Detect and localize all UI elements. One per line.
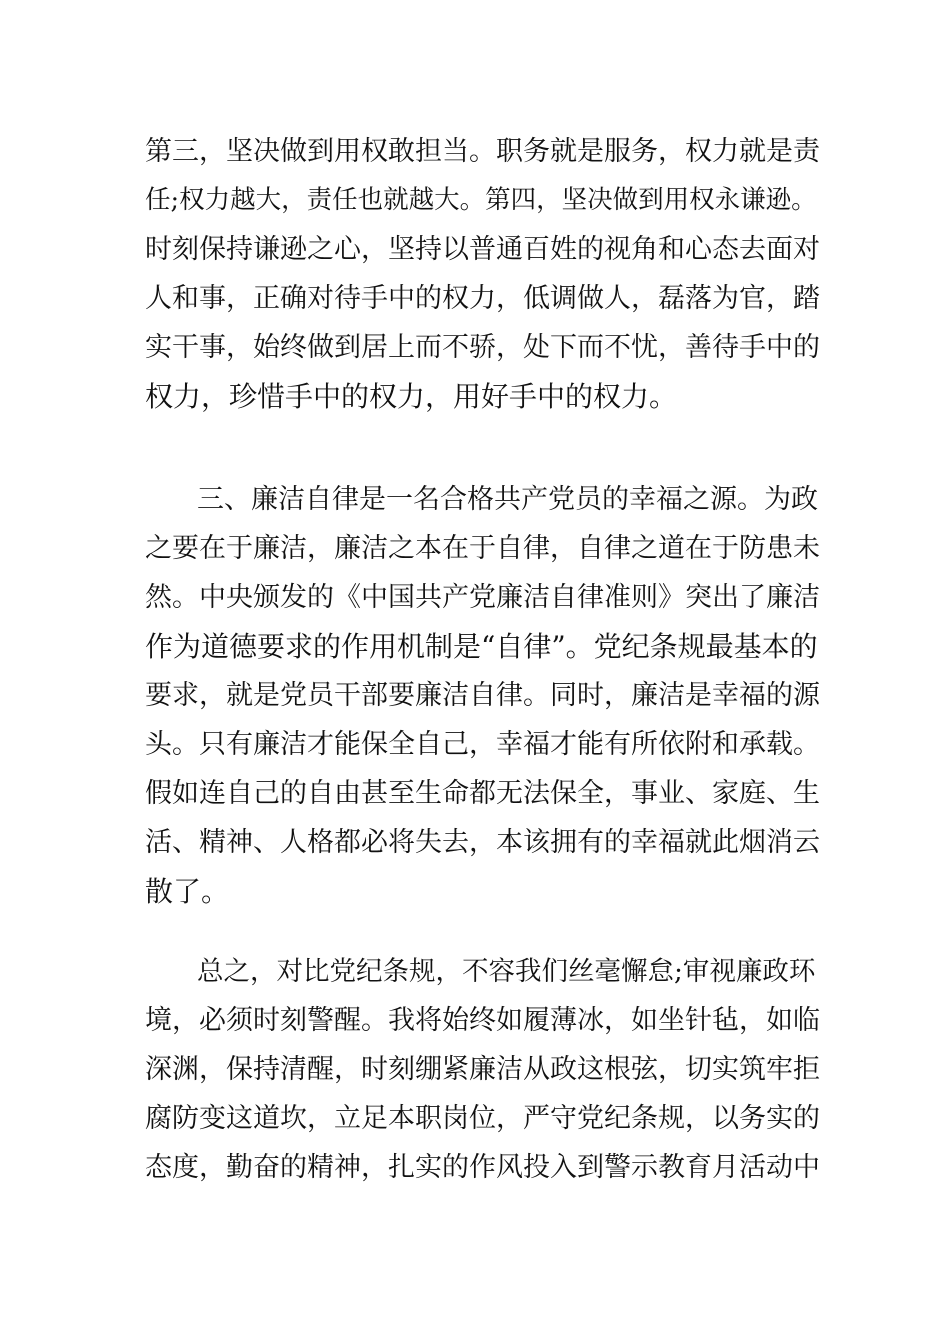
text-line: 作为道德要求的作用机制是“自律”。党纪条规最基本的	[145, 630, 818, 663]
text-line: 深渊，保持清醒，时刻绷紧廉洁从政这根弦，切实筑牢拒	[145, 1054, 820, 1085]
paragraph-2	[145, 475, 825, 916]
text-line: 态度，勤奋的精神，扎实的作风投入到警示教育月活动中	[145, 1152, 820, 1183]
paragraph-3	[145, 947, 825, 1192]
paragraph-1	[145, 127, 825, 421]
text-line: 总之，对比党纪条规，不容我们丝毫懈怠;审视廉政环	[197, 956, 816, 987]
text-line: 实干事，始终做到居上而不骄，处下而不忧，善待手中的	[145, 332, 820, 363]
text-line: 然。中央颁发的《中国共产党廉洁自律准则》突出了廉洁	[145, 582, 820, 613]
text-line: 时刻保持谦逊之心，坚持以普通百姓的视角和心态去面对	[145, 234, 820, 265]
text-line: 之要在于廉洁，廉洁之本在于自律，自律之道在于防患未	[145, 533, 820, 564]
text-line: 假如连自己的自由甚至生命都无法保全，事业、家庭、生	[145, 778, 820, 809]
text-line: 散了。	[145, 875, 230, 908]
text-line: 三、廉洁自律是一名合格共产党员的幸福之源。为政	[197, 484, 818, 515]
text-line: 权力，珍惜手中的权力，用好手中的权力。	[145, 380, 678, 413]
text-line: 腐防变这道坎，立足本职岗位，严守党纪条规，以务实的	[145, 1103, 820, 1134]
text-line: 境，必须时刻警醒。我将始终如履薄冰，如坐针毡，如临	[145, 1005, 820, 1036]
text-line: 要求，就是党员干部要廉洁自律。同时，廉洁是幸福的源	[145, 680, 820, 711]
text-line: 活、精神、人格都必将失去，本该拥有的幸福就此烟消云	[145, 827, 820, 858]
text-line: 头。只有廉洁才能保全自己，幸福才能有所依附和承载。	[145, 729, 820, 760]
text-line: 人和事，正确对待手中的权力，低调做人，磊落为官，踏	[145, 283, 820, 314]
text-line: 任;权力越大，责任也就越大。第四，坚决做到用权永谦逊。	[145, 185, 817, 215]
text-line: 第三，坚决做到用权敢担当。职务就是服务，权力就是责	[145, 136, 820, 167]
